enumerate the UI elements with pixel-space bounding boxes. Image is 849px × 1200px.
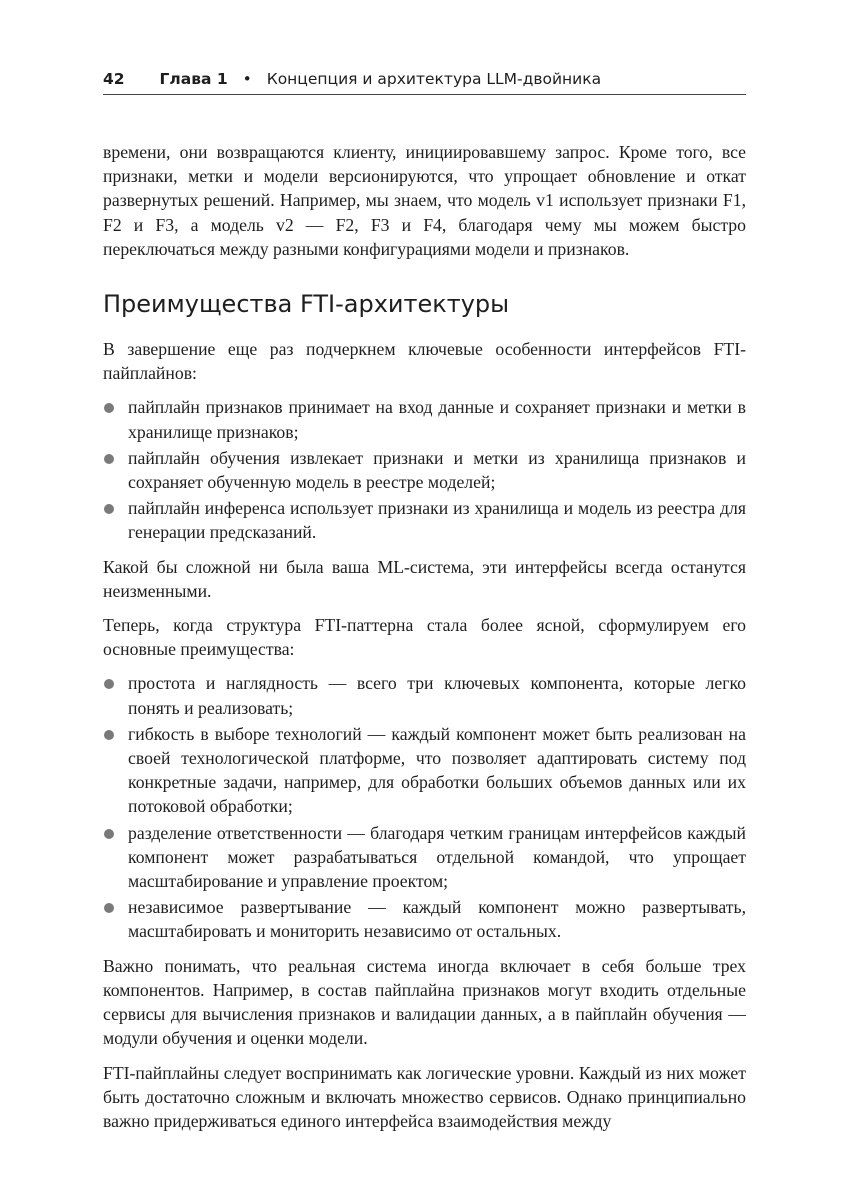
header-divider [103, 94, 746, 95]
list-item [103, 395, 746, 443]
complexity-paragraph: Какой бы сложной ни была ваша ML-система, эти интерфейсы всегда останутся неизменными. [103, 556, 746, 601]
list-item-text: пайплайн признаков принимает на вход данные и сохраняет признаки и метки в хранилище признаков; [128, 397, 746, 442]
main-text [103, 140, 746, 1143]
list-item-text: гибкость в выборе технологий — каждый компонент может быть реализован на своей технологической платформе, что позволяет адаптировать систему под конкретные задачи, например, для обработки больших объемов данных или их потоковой обработки; [128, 723, 746, 817]
advantages-list [103, 671, 746, 943]
list-item [103, 722, 746, 819]
page-number: 42 [103, 70, 125, 88]
bullet-icon [104, 454, 114, 464]
list-item-text: пайплайн обучения извлекает признаки и метки из хранилища признаков и сохраняет обученную модель в реестре моделей; [128, 447, 746, 493]
section-heading: Преимущества FTI-архитектуры [103, 290, 510, 319]
running-head [103, 70, 746, 88]
list-item [103, 895, 746, 943]
list-item [103, 671, 746, 719]
bullet-icon [104, 903, 114, 913]
list-item-text: разделение ответственности — благодаря четким границам интерфейсов каждый компонент может разрабатываться отдельной командой, что упрощает масштабирование и управление проектом; [128, 822, 746, 892]
list-item [103, 496, 746, 544]
list-item-text: простота и наглядность — всего три ключевых компонента, которые легко понять и реализовать; [128, 673, 746, 718]
list-item [103, 821, 746, 894]
pipeline-features-list [103, 395, 746, 544]
bullet-icon [104, 679, 114, 689]
bullet-icon [104, 504, 114, 514]
section-intro-paragraph: В завершение еще раз подчеркнем ключевые особенности интерфейсов FTI-пайплайнов: [103, 339, 746, 384]
bullet-icon [104, 403, 114, 413]
list-item [103, 446, 746, 494]
chapter-label: Глава 1 [159, 70, 228, 88]
chapter-title: Концепция и архитектура LLM-двойника [266, 70, 602, 88]
bullet-icon [104, 730, 114, 740]
advantages-intro-paragraph: Теперь, когда структура FTI-паттерна стала более ясной, сформулируем его основные преимущества: [103, 615, 746, 660]
logical-levels-paragraph: FTI-пайплайны следует воспринимать как логические уровни. Каждый из них может быть достаточно сложным и включать множество сервисов. Однако принципиально важно придерживаться единого интерфейса взаимодействия между [103, 1062, 746, 1131]
real-system-paragraph: Важно понимать, что реальная система иногда включает в себя больше трех компонентов. Например, в состав пайплайна признаков могут входить отдельные сервисы для вычисления признаков и валидации данных, а в пайплайн обучения — модули обучения и оценки модели. [103, 955, 746, 1049]
intro-paragraph: времени, они возвращаются клиенту, инициировавшему запрос. Кроме того, все признаки, метки и модели версионируются, что упрощает обновление и откат развернутых решений. Например, мы знаем, что модель v1 использует признаки F1, F2 и F3, а модель v2 — F2, F3 и F4, благодаря чему мы можем быстро переключаться между разными конфигурациями модели и признаков. [103, 142, 746, 259]
header-separator: • [242, 70, 252, 88]
list-item-text: независимое развертывание — каждый компонент можно развертывать, масштабировать и мониторить независимо от остальных. [128, 897, 746, 942]
list-item-text: пайплайн инференса использует признаки из хранилища и модель из реестра для генерации предсказаний. [128, 498, 746, 543]
bullet-icon [104, 829, 114, 839]
